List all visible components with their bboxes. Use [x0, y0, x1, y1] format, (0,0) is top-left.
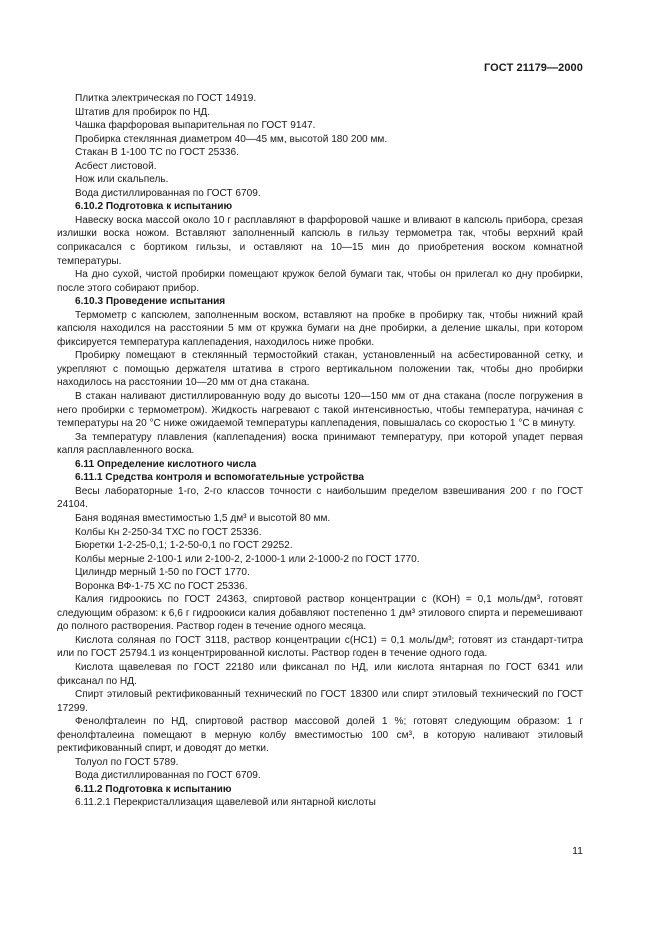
paragraph: Навеску воска массой около 10 г расплавляют в фарфоровой чашке и вливают в капсюль прибора, срезая излишки воска ножом. Вставляют заполненный капсюль в гильзу термометра так, чтобы верхний край соприкасался с бортиком гильзы, и оставляют на 10—15 мин до приобретения воском комнатной температуры. [57, 214, 583, 267]
list-item: Штатив для пробирок по НД. [75, 106, 211, 118]
list-item: Вода дистиллированная по ГОСТ 6709. [75, 770, 261, 782]
page-number: 11 [572, 845, 583, 857]
list-item: Воронка ВФ-1-75 ХС по ГОСТ 25336. [75, 580, 248, 592]
section-heading: 6.11.2 Подготовка к испытанию [75, 783, 232, 795]
list-item: Нож или скальпель. [75, 174, 169, 186]
paragraph: В стакан наливают дистиллированную воду до высоты 120—150 мм от дна стакана (после погружения в него пробирки с термометром). Жидкость нагревают с такой интенсивностью, чтобы температура, начиная с температуры на 20 °С ниже ожидаемой температуры каплепадения, повышалась со скоростью 1 °С в минуту. [57, 391, 583, 430]
subsection-title: 6.11.2.1 Перекристаллизация щавелевой или янтарной кислоты [75, 797, 376, 809]
section-heading: 6.10.2 Подготовка к испытанию [75, 201, 233, 213]
paragraph: На дно сухой, чистой пробирки помещают кружок белой бумаги так, чтобы он прилегал ко дну пробирки, после этого собирают прибор. [57, 269, 583, 294]
list-item: Толуол по ГОСТ 5789. [75, 756, 179, 768]
list-item: Колбы Кн 2-250-34 ТХС по ГОСТ 25336. [75, 526, 262, 538]
list-item: Колбы мерные 2-100-1 или 2-100-2, 2-1000-1 или 2-1000-2 по ГОСТ 1770. [75, 553, 420, 565]
paragraph: Фенолфталеин по НД, спиртовой раствор массовой долей 1 %; готовят следующим образом: 1 г фенолфталеина помещают в мерную колбу вместимостью 100 см³, в которую наливают этиловый ректификованный спирт, и доводят до метки. [57, 716, 583, 755]
paragraph: Кислота соляная по ГОСТ 3118, раствор концентрации с(НС1) = 0,1 моль/дм³; готовят из стандарт-титра или по ГОСТ 25794.1 из концентрированной кислоты. Раствор годен в течение одного года. [57, 634, 583, 660]
list-item: Стакан В 1-100 ТС по ГОСТ 25336. [75, 147, 239, 159]
list-item: Баня водяная вместимостью 1,5 дм³ и высотой 80 мм. [75, 512, 331, 524]
standard-header: ГОСТ 21179—2000 [483, 62, 583, 74]
paragraph: Калия гидроокись по ГОСТ 24363, спиртовой раствор концентрации с (КОН) = 0,1 моль/дм³, готовят следующим образом: к 6,6 г гидроокиси калия добавляют постепенно 1 дм³ этилового спирта и перемешивают до полного растворения. Раствор годен в течение одного месяца. [57, 594, 583, 633]
section-heading: 6.11 Определение кислотного числа [75, 458, 257, 470]
list-item: Асбест листовой. [75, 160, 157, 172]
body-text [57, 92, 583, 810]
list-item: Чашка фарфоровая выпарительная по ГОСТ 9147. [75, 120, 316, 132]
list-item: Плитка электрическая по ГОСТ 14919. [75, 93, 257, 104]
section-heading: 6.11.1 Средства контроля и вспомогательные устройства [75, 472, 365, 484]
paragraph: Термометр с капсюлем, заполненным воском, вставляют на пробке в пробирку так, чтобы нижний край капсюля находился на расстоянии 5 мм от кружка бумаги на дне пробирки, а деление шкалы, при котором фиксируется температура каплепадения, находилось ниже пробки. [57, 309, 583, 348]
paragraph: Пробирку помещают в стеклянный термостойкий стакан, установленный на асбестированной сетку, и укрепляют с помощью держателя штатива в строго вертикальном положении так, чтобы дно пробирки находилось на расстоянии 10—20 мм от дна стакана. [57, 350, 583, 389]
list-item: Цилиндр мерный 1-50 по ГОСТ 1770. [75, 567, 250, 579]
list-item: Пробирка стеклянная диаметром 40—45 мм, высотой 180 200 мм. [75, 133, 388, 145]
paragraph: Спирт этиловый ректификованный технический по ГОСТ 18300 или спирт этиловый технический по ГОСТ 17299. [57, 689, 583, 714]
paragraph: Весы лабораторные 1-го, 2-го классов точности с наибольшим пределом взвешивания 200 г по ГОСТ 24104. [57, 485, 583, 511]
paragraph: Кислота щавелевая по ГОСТ 22180 или фиксанал по НД, или кислота янтарная по ГОСТ 6341 или фиксанал по НД. [57, 661, 583, 687]
list-item: Вода дистиллированная по ГОСТ 6709. [75, 187, 261, 199]
list-item: Бюретки 1-2-25-0,1; 1-2-50-0,1 по ГОСТ 29252. [75, 540, 293, 552]
section-heading: 6.10.3 Проведение испытания [75, 296, 226, 308]
paragraph: За температуру плавления (каплепадения) воска принимают температуру, при которой упадет первая капля расплавленного воска. [57, 431, 583, 457]
